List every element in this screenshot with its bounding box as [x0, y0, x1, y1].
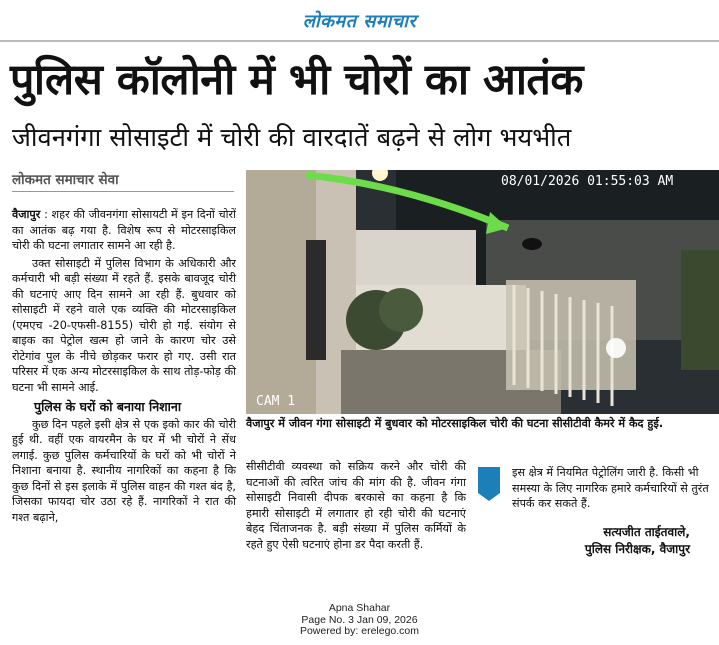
masthead	[0, 0, 719, 38]
headline: पुलिस कॉलोनी में भी चोरों का आतंक	[10, 55, 583, 105]
footer-powered-by: Powered by: erelego.com	[299, 625, 420, 637]
photo-caption: वैजापुर में जीवन गंगा सोसाइटी में बुधवार को मोटरसाइकिल चोरी की घटना सीसीटीवी कैमरे में कैद हुई.	[246, 417, 664, 430]
cctv-camera-label: CAM 1	[256, 394, 296, 409]
article-paragraph	[12, 207, 236, 254]
paragraph-text: : शहर की जीवनगंगा सोसायटी में इन दिनों चोरों का आतंक बढ़ गया है. विशेष रूप से मोटरसाइकिल चोरी की घटना लगातार सामने आ रही है.	[12, 208, 236, 252]
subheadline: जीवनगंगा सोसाइटी में चोरी की वारदातें बढ़ने से लोग भयभीत	[12, 123, 572, 153]
article-paragraph: कुछ दिन पहले इसी क्षेत्र से एक इको कार की चोरी हुई थी. वहीं एक वायरमैन के घर में भी चोरों ने सेंध लगाई. कुछ पुलिस कर्मचारियों के घरों को भी चोरों ने निशाना बनाया है. स्थानीय नागरिकों का कहना है कि कुछ दिनों से इस इलाके में पुलिस वाहन की गश्त बंद है, जिसका फायदा चोर उठा रहे हैं. नागरिकों ने रात की गश्त बढ़ाने,	[12, 417, 236, 524]
quote-name: सत्यजीत ताईतवाले,	[603, 524, 690, 539]
article-paragraph: उक्त सोसाइटी में पुलिस विभाग के अधिकारी और कर्मचारी भी बड़ी संख्या में रहते हैं. इसके बावजूद चोरी की घटनाएं आए दिन सामने आ रही हैं. बुधवार को सोसाइटी में रहने वाले एक व्यक्ति की मोटरसाइकिल (एमएच -20-एफसी-8155) चोरी हो गई. संयोग से बाइक का पेट्रोल खत्म हो जाने के कारण चोर उसे रोटेगांव पुल के नीचे छोड़कर फरार हो गए. उसी रात परिसर में एक अन्य मोटरसाइकिल के साथ तोड़-फोड़ की घटना भी सामने आई.	[12, 256, 236, 394]
police-quote	[478, 465, 714, 558]
page-footer	[0, 603, 719, 638]
quote-designation: पुलिस निरीक्षक, वैजापुर	[584, 541, 690, 556]
byline: लोकमत समाचार सेवा	[12, 172, 119, 188]
article-paragraph: सीसीटीवी व्यवस्था को सक्रिय करने और चोरी की घटनाओं की त्वरित जांच की मांग की है. जीवन गंगा सोसाइटी निवासी दीपक बरकासे का कहना है कि हमारी सोसाइटी में लगातार हो रही चोरी की घटनाएं बेहद चिंताजनक है. बड़ी संख्या में पुलिस कर्मियों के रहते हुए ऐसी घटनाएं होना डर पैदा करती हैं.	[246, 460, 466, 551]
footer-publication: Apna Shahar	[328, 602, 391, 614]
quote-text: इस क्षेत्र में नियमित पेट्रोलिंग जारी है. किसी भी समस्या के लिए नागरिक हमारे कर्मचारियों से तुरंत संपर्क कर सकते हैं.	[512, 466, 709, 510]
dateline: वैजापुर	[12, 208, 41, 221]
quote-attribution	[478, 524, 714, 558]
cctv-photo	[246, 170, 719, 414]
cctv-scene	[246, 170, 719, 414]
masthead-logo: लोकमत समाचार	[302, 11, 417, 32]
footer-page-info: Page No. 3 Jan 09, 2026	[301, 613, 418, 626]
masthead-divider	[0, 40, 719, 42]
cctv-timestamp: 08/01/2026 01:55:03 AM	[501, 174, 674, 189]
byline-divider	[12, 191, 234, 192]
article-column-2	[246, 459, 466, 552]
article-column-1	[12, 207, 236, 527]
article-subheading: पुलिस के घरों को बनाया निशाना	[34, 399, 182, 414]
quote-marker-icon	[478, 467, 500, 501]
